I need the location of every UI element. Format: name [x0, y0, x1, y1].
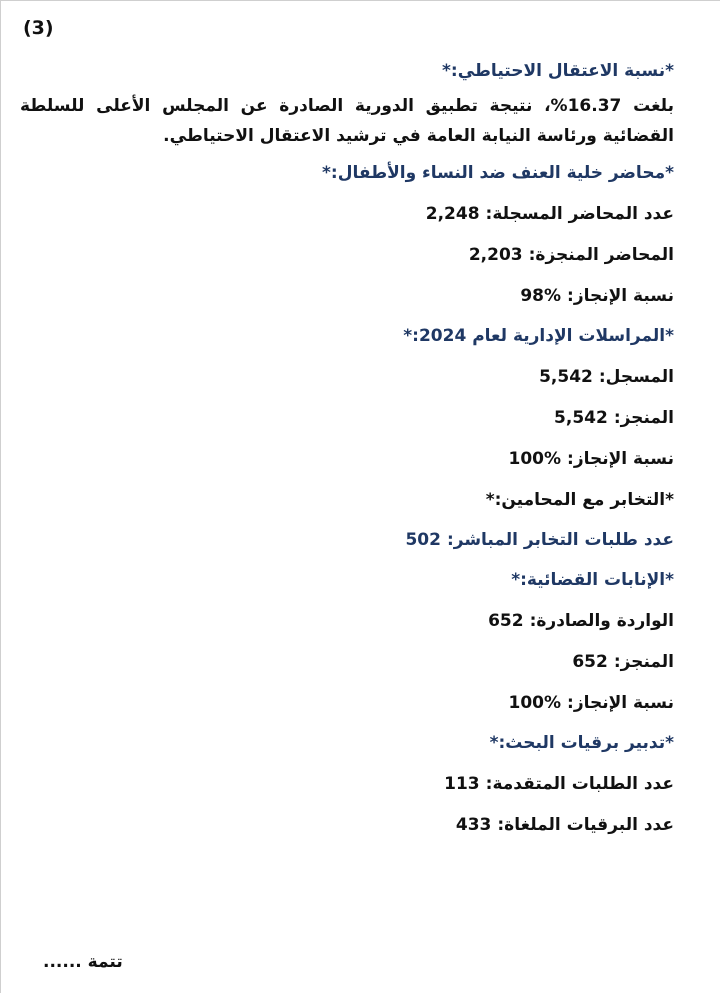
delegations-rate-value: 100% — [508, 693, 562, 713]
violence-rate-value: 98% — [520, 286, 562, 306]
telegrams-cancelled-label: عدد البرقيات الملغاة: — [497, 815, 674, 835]
delegations-completed — [20, 650, 674, 674]
admin-registered — [20, 365, 674, 389]
admin-registered-label: المسجل: — [598, 367, 674, 387]
reserve-paragraph: بلغت 16.37%، نتيجة تطبيق الدورية الصادرة عن المجلس الأعلى للسلطة القضائية ورئاسة النيابة العامة في ترشيد الاعتقال الاحتياطي. — [20, 96, 674, 146]
admin-registered-value: 5,542 — [539, 367, 593, 387]
telegrams-submitted-label: عدد الطلبات المتقدمة: — [485, 774, 674, 794]
search-telegrams-heading: *تدبير برقيات البحث:* — [489, 733, 674, 753]
violence-rate — [20, 284, 674, 308]
lawyers-heading: *التخابر مع المحامين:* — [485, 490, 674, 510]
admin-correspondence-heading: *المراسلات الإدارية لعام 2024:* — [403, 326, 674, 346]
page-number: (3) — [23, 17, 54, 39]
delegations-in-out — [20, 609, 674, 633]
admin-completed-value: 5,542 — [554, 408, 608, 428]
continuation-note: تتمة ...... — [43, 952, 123, 972]
violence-cell-heading: *محاضر خلية العنف ضد النساء والأطفال:* — [322, 163, 674, 183]
admin-completed — [20, 406, 674, 430]
admin-rate-label: نسبة الإنجاز: — [567, 449, 674, 469]
reserve-heading: *نسبة الاعتقال الاحتياطي:* — [442, 61, 674, 81]
violence-registered — [20, 202, 674, 226]
delegations-rate-label: نسبة الإنجاز: — [567, 693, 674, 713]
lawyers-requests-label: عدد طلبات التخابر المباشر: — [446, 530, 674, 550]
delegations-completed-value: 652 — [572, 652, 608, 672]
telegrams-cancelled — [20, 813, 674, 837]
delegations-in-out-value: 652 — [488, 611, 524, 631]
admin-completed-label: المنجز: — [613, 408, 674, 428]
document-body — [20, 53, 674, 837]
violence-registered-label: عدد المحاضر المسجلة: — [485, 204, 674, 224]
delegations-completed-label: المنجز: — [613, 652, 674, 672]
telegrams-submitted-value: 113 — [444, 774, 480, 794]
violence-completed-value: 2,203 — [468, 245, 523, 265]
telegrams-cancelled-value: 433 — [455, 815, 492, 835]
lawyers-requests — [20, 528, 674, 552]
violence-registered-value: 2,248 — [425, 204, 480, 224]
violence-rate-label: نسبة الإنجاز: — [567, 286, 674, 306]
delegations-in-out-label: الواردة والصادرة: — [529, 611, 674, 631]
delegations-rate — [20, 691, 674, 715]
violence-completed-label: المحاضر المنجزة: — [528, 245, 674, 265]
lawyers-requests-value: 502 — [405, 530, 441, 550]
violence-completed — [20, 243, 674, 267]
judicial-delegations-heading: *الإنابات القضائية:* — [511, 570, 674, 590]
admin-rate-value: 100% — [508, 449, 562, 469]
telegrams-submitted — [20, 772, 674, 796]
admin-rate — [20, 447, 674, 471]
